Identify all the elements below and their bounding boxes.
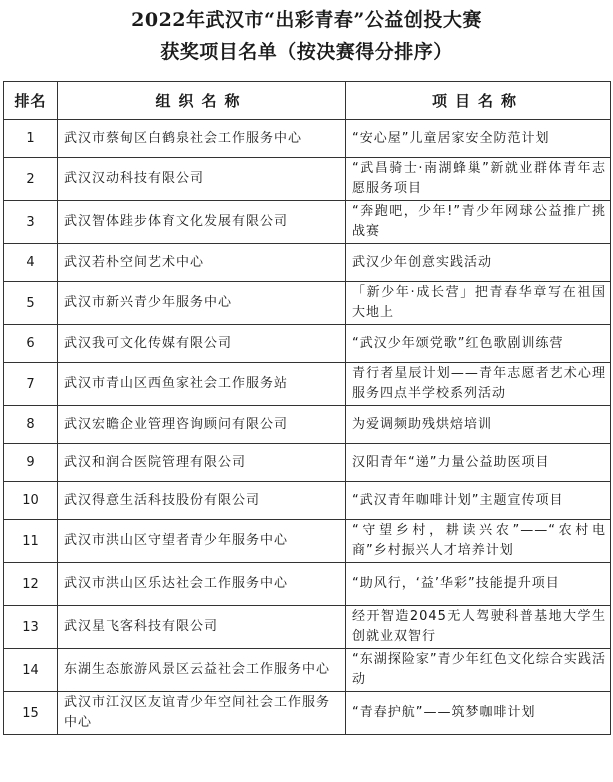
table-row bbox=[4, 244, 611, 282]
rank-cell: 1 bbox=[4, 120, 58, 158]
org-cell: 武汉得意生活科技股份有限公司 bbox=[58, 482, 346, 520]
table-row bbox=[4, 606, 611, 649]
table-row bbox=[4, 444, 611, 482]
rank-cell: 13 bbox=[4, 606, 58, 649]
project-cell: “守望乡村，耕读兴农”——“农村电商”乡村振兴人才培养计划 bbox=[346, 520, 611, 563]
table-row bbox=[4, 158, 611, 201]
org-cell: 武汉星飞客科技有限公司 bbox=[58, 606, 346, 649]
rank-cell: 7 bbox=[4, 363, 58, 406]
project-cell: “奔跑吧，少年!”青少年网球公益推广挑战赛 bbox=[346, 201, 611, 244]
rank-cell: 5 bbox=[4, 282, 58, 325]
rank-cell: 9 bbox=[4, 444, 58, 482]
rank-cell: 14 bbox=[4, 649, 58, 692]
project-cell: 武汉少年创意实践活动 bbox=[346, 244, 611, 282]
rank-cell: 6 bbox=[4, 325, 58, 363]
project-cell: 「新少年·成长营」把青春华章写在祖国大地上 bbox=[346, 282, 611, 325]
project-cell: “武汉少年颂党歌”红色歌剧训练营 bbox=[346, 325, 611, 363]
table-row bbox=[4, 649, 611, 692]
org-cell: 武汉汉动科技有限公司 bbox=[58, 158, 346, 201]
document-title: 2022年武汉市“出彩青春”公益创投大赛 bbox=[131, 9, 482, 31]
rank-cell: 4 bbox=[4, 244, 58, 282]
org-cell: 武汉市蔡甸区白鹤泉社会工作服务中心 bbox=[58, 120, 346, 158]
org-cell: 武汉市青山区西鱼家社会工作服务站 bbox=[58, 363, 346, 406]
table-row bbox=[4, 282, 611, 325]
award-list-table bbox=[3, 81, 611, 735]
rank-cell: 12 bbox=[4, 563, 58, 606]
org-cell: 武汉市江汉区友谊青少年空间社会工作服务中心 bbox=[58, 692, 346, 735]
org-cell: 武汉宏瞻企业管理咨询顾问有限公司 bbox=[58, 406, 346, 444]
rank-cell: 11 bbox=[4, 520, 58, 563]
table-row bbox=[4, 692, 611, 735]
project-cell: 经开智造2045无人驾驶科普基地大学生创就业双智行 bbox=[346, 606, 611, 649]
table-row bbox=[4, 482, 611, 520]
table-row bbox=[4, 406, 611, 444]
header-org: 组织名称 bbox=[58, 82, 346, 120]
document-subtitle: 获奖项目名单（按决赛得分排序） bbox=[160, 41, 453, 63]
org-cell: 武汉市洪山区守望者青少年服务中心 bbox=[58, 520, 346, 563]
project-cell: “青春护航”——筑梦咖啡计划 bbox=[346, 692, 611, 735]
rank-cell: 8 bbox=[4, 406, 58, 444]
rank-cell: 3 bbox=[4, 201, 58, 244]
org-cell: 武汉我可文化传媒有限公司 bbox=[58, 325, 346, 363]
table-row bbox=[4, 520, 611, 563]
header-rank: 排名 bbox=[4, 82, 58, 120]
project-cell: 青行者星辰计划——青年志愿者艺术心理服务四点半学校系列活动 bbox=[346, 363, 611, 406]
org-cell: 武汉智体跬步体育文化发展有限公司 bbox=[58, 201, 346, 244]
table-row bbox=[4, 563, 611, 606]
project-cell: “安心屋”儿童居家安全防范计划 bbox=[346, 120, 611, 158]
table-row bbox=[4, 120, 611, 158]
table-row bbox=[4, 325, 611, 363]
rank-cell: 2 bbox=[4, 158, 58, 201]
project-cell: “武昌骑士·南湖蜂巢”新就业群体青年志愿服务项目 bbox=[346, 158, 611, 201]
rank-cell: 15 bbox=[4, 692, 58, 735]
rank-cell: 10 bbox=[4, 482, 58, 520]
project-cell: 为爱调频助残烘焙培训 bbox=[346, 406, 611, 444]
project-cell: “东湖探险家”青少年红色文化综合实践活动 bbox=[346, 649, 611, 692]
table-header-row bbox=[4, 82, 611, 120]
project-cell: 汉阳青年“递”力量公益助医项目 bbox=[346, 444, 611, 482]
org-cell: 东湖生态旅游风景区云益社会工作服务中心 bbox=[58, 649, 346, 692]
org-cell: 武汉若朴空间艺术中心 bbox=[58, 244, 346, 282]
org-cell: 武汉市新兴青少年服务中心 bbox=[58, 282, 346, 325]
project-cell: “武汉青年咖啡计划”主题宣传项目 bbox=[346, 482, 611, 520]
org-cell: 武汉和润合医院管理有限公司 bbox=[58, 444, 346, 482]
header-project: 项目名称 bbox=[346, 82, 611, 120]
table-row bbox=[4, 363, 611, 406]
org-cell: 武汉市洪山区乐达社会工作服务中心 bbox=[58, 563, 346, 606]
table-row bbox=[4, 201, 611, 244]
project-cell: “助风行，‘益’华彩”技能提升项目 bbox=[346, 563, 611, 606]
